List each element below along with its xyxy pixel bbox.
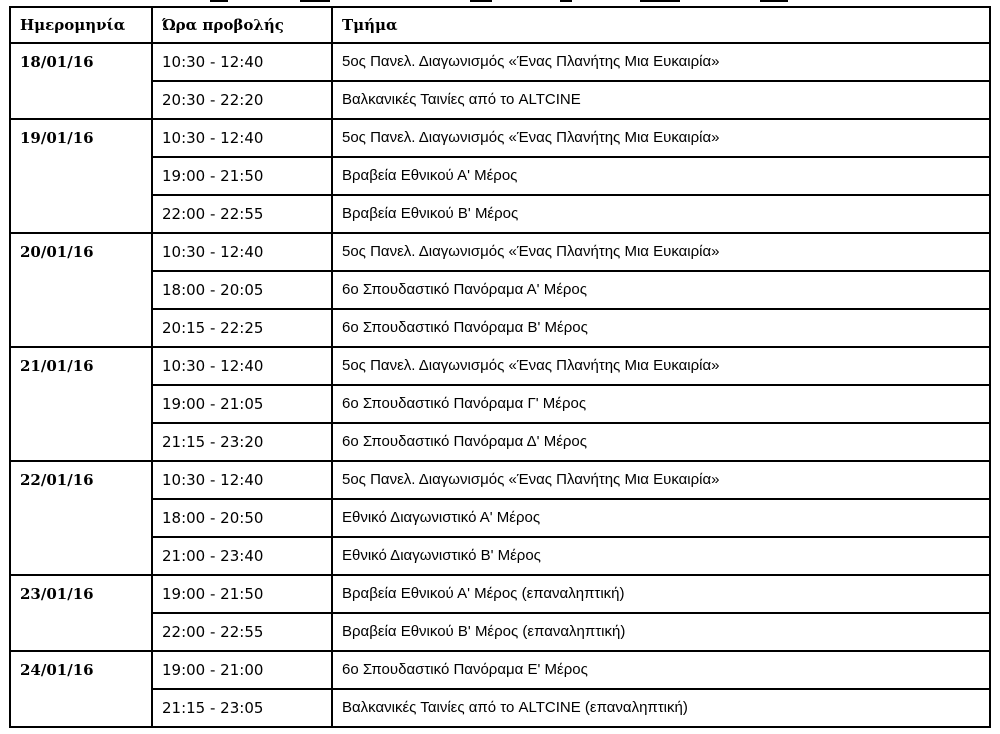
date-cell: 24/01/16 — [10, 651, 152, 689]
time-cell: 21:00 - 23:40 — [152, 537, 332, 575]
text-fragment — [300, 0, 330, 2]
section-cell: 6ο Σπουδαστικό Πανόραμα Β' Μέρος — [332, 309, 990, 347]
table-body — [10, 43, 990, 727]
section-cell: Βαλκανικές Ταινίες από το ALTCINE — [332, 81, 990, 119]
table-row — [10, 347, 990, 385]
table-row — [10, 119, 990, 157]
date-cell: 22/01/16 — [10, 461, 152, 499]
section-cell: Εθνικό Διαγωνιστικό Α' Μέρος — [332, 499, 990, 537]
table-row — [10, 43, 990, 81]
section-cell: Βαλκανικές Ταινίες από το ALTCINE (επαναληπτική) — [332, 689, 990, 727]
section-cell: 6ο Σπουδαστικό Πανόραμα Ε' Μέρος — [332, 651, 990, 689]
date-cell — [10, 195, 152, 233]
time-cell: 10:30 - 12:40 — [152, 43, 332, 81]
date-cell — [10, 613, 152, 651]
table-row — [10, 195, 990, 233]
section-cell: 6ο Σπουδαστικό Πανόραμα Α' Μέρος — [332, 271, 990, 309]
time-cell: 10:30 - 12:40 — [152, 233, 332, 271]
time-cell: 18:00 - 20:50 — [152, 499, 332, 537]
time-cell: 19:00 - 21:00 — [152, 651, 332, 689]
section-cell: Εθνικό Διαγωνιστικό Β' Μέρος — [332, 537, 990, 575]
section-cell: 5ος Πανελ. Διαγωνισμός «Ένας Πλανήτης Μια Ευκαιρία» — [332, 461, 990, 499]
section-cell: Βραβεία Εθνικού Β' Μέρος — [332, 195, 990, 233]
table-row — [10, 423, 990, 461]
time-cell: 21:15 - 23:20 — [152, 423, 332, 461]
table-row — [10, 689, 990, 727]
time-cell: 19:00 - 21:50 — [152, 575, 332, 613]
section-cell: Βραβεία Εθνικού Β' Μέρος (επαναληπτική) — [332, 613, 990, 651]
time-cell: 10:30 - 12:40 — [152, 347, 332, 385]
table-row — [10, 271, 990, 309]
table-row — [10, 499, 990, 537]
date-cell — [10, 81, 152, 119]
time-cell: 22:00 - 22:55 — [152, 195, 332, 233]
table-row — [10, 81, 990, 119]
date-cell — [10, 423, 152, 461]
date-cell: 18/01/16 — [10, 43, 152, 81]
table-row — [10, 651, 990, 689]
time-cell: 19:00 - 21:05 — [152, 385, 332, 423]
table-row — [10, 309, 990, 347]
date-cell: 20/01/16 — [10, 233, 152, 271]
table-row — [10, 537, 990, 575]
section-cell: 5ος Πανελ. Διαγωνισμός «Ένας Πλανήτης Μια Ευκαιρία» — [332, 347, 990, 385]
text-fragment — [210, 0, 228, 2]
section-cell: Βραβεία Εθνικού Α' Μέρος — [332, 157, 990, 195]
time-cell: 22:00 - 22:55 — [152, 613, 332, 651]
date-cell — [10, 309, 152, 347]
date-cell: 23/01/16 — [10, 575, 152, 613]
table-row — [10, 233, 990, 271]
date-cell — [10, 157, 152, 195]
date-cell: 21/01/16 — [10, 347, 152, 385]
table-row — [10, 613, 990, 651]
date-cell — [10, 537, 152, 575]
section-cell: 5ος Πανελ. Διαγωνισμός «Ένας Πλανήτης Μια Ευκαιρία» — [332, 233, 990, 271]
header-date: Ημερομηνία — [10, 7, 152, 43]
section-cell: 6ο Σπουδαστικό Πανόραμα Δ' Μέρος — [332, 423, 990, 461]
text-fragment — [760, 0, 788, 2]
time-cell: 20:30 - 22:20 — [152, 81, 332, 119]
section-cell: 6ο Σπουδαστικό Πανόραμα Γ' Μέρος — [332, 385, 990, 423]
section-cell: 5ος Πανελ. Διαγωνισμός «Ένας Πλανήτης Μια Ευκαιρία» — [332, 43, 990, 81]
time-cell: 19:00 - 21:50 — [152, 157, 332, 195]
date-cell — [10, 385, 152, 423]
date-cell — [10, 499, 152, 537]
text-fragment — [470, 0, 492, 2]
time-cell: 10:30 - 12:40 — [152, 461, 332, 499]
time-cell: 18:00 - 20:05 — [152, 271, 332, 309]
header-time: Ώρα προβολής — [152, 7, 332, 43]
text-fragment — [640, 0, 680, 2]
text-fragment — [560, 0, 572, 2]
time-cell: 21:15 - 23:05 — [152, 689, 332, 727]
time-cell: 20:15 - 22:25 — [152, 309, 332, 347]
header-section: Τμήμα — [332, 7, 990, 43]
date-cell: 19/01/16 — [10, 119, 152, 157]
date-cell — [10, 689, 152, 727]
screening-schedule-table — [9, 6, 991, 728]
table-row — [10, 575, 990, 613]
date-cell — [10, 271, 152, 309]
table-header-row — [10, 7, 990, 43]
table-row — [10, 385, 990, 423]
section-cell: Βραβεία Εθνικού Α' Μέρος (επαναληπτική) — [332, 575, 990, 613]
section-cell: 5ος Πανελ. Διαγωνισμός «Ένας Πλανήτης Μια Ευκαιρία» — [332, 119, 990, 157]
time-cell: 10:30 - 12:40 — [152, 119, 332, 157]
table-row — [10, 461, 990, 499]
table-row — [10, 157, 990, 195]
